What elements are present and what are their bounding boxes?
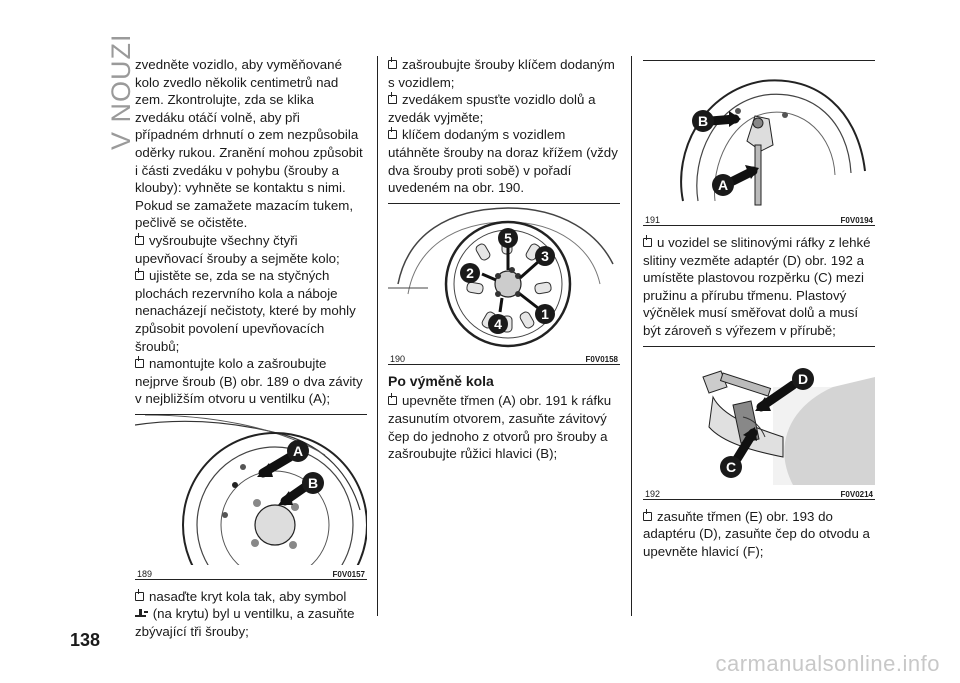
watermark-link[interactable]: carmanualsonline.info xyxy=(715,651,940,676)
column-divider-2 xyxy=(631,56,632,616)
callout-a: A xyxy=(292,442,304,459)
bullet-icon xyxy=(388,130,397,139)
figure-number: 191 xyxy=(645,215,661,225)
callout-d: D xyxy=(797,370,809,387)
bullet-icon xyxy=(388,396,397,405)
column-divider-1 xyxy=(377,56,378,616)
bullet-icon xyxy=(135,236,144,245)
callout-b: B xyxy=(697,113,709,129)
column-2 xyxy=(388,56,620,463)
list-item: zvedákem spusťte vozidlo dolů a zvedák vyjměte; xyxy=(388,92,596,125)
list-item: upevněte třmen (A) obr. 191 k ráfku zasunutím otvorem, zasuňte závitový čep do jednoho z otvorů pro šrouby a zašroubujte růžici hlavici (B); xyxy=(388,393,612,462)
figure-code: F0V0214 xyxy=(840,489,873,499)
callout-a: A xyxy=(717,177,729,193)
figure-caption xyxy=(388,350,620,365)
figure-caption xyxy=(643,485,875,500)
figure-number: 190 xyxy=(390,353,406,364)
list-item: u vozidel se slitinovými ráfky z lehké slitiny vezměte adaptér (D) obr. 192 a umístěte plastovou rozpěrku (C) mezi pružinu a přírubu třmenu. Plastový výčnělek musí směřovat dolů a musí být zároveň s výřezem v přírubě; xyxy=(643,235,871,338)
bracket-on-rim-illustration xyxy=(643,61,875,211)
bullet-icon xyxy=(135,359,144,368)
bullet-icon xyxy=(643,238,652,247)
wheel-valve-illustration xyxy=(135,415,367,565)
adapter-spacer-illustration xyxy=(643,347,875,485)
figure-code: F0V0194 xyxy=(840,216,873,225)
list-item: ujistěte se, zda se na styčných plochách rezervního kola a náboje nenacházejí nečistoty, které by mohly způsobit povolení upevňovacích šroubů; xyxy=(135,268,356,354)
callout-2: 2 xyxy=(466,264,474,281)
bullet-icon xyxy=(388,95,397,104)
figure-191 xyxy=(643,60,875,226)
section-tab-label: V NOUZI xyxy=(106,33,136,150)
list-item: namontujte kolo a zašroubujte nejprve šroub (B) obr. 189 o dva závity v nejbližším otvoru u ventilku (A); xyxy=(135,356,363,407)
callout-b: B xyxy=(307,474,319,491)
column-1 xyxy=(135,56,367,641)
figure-code: F0V0157 xyxy=(332,569,365,579)
list-item-continued: (na krytu) byl u ventilku, a zasuňte zbývající tři šrouby; xyxy=(135,606,355,640)
figure-number: 189 xyxy=(137,568,153,579)
callout-1: 1 xyxy=(541,305,549,322)
figure-190 xyxy=(388,203,620,365)
list-item: zasuňte třmen (E) obr. 193 do adaptéru (D), zasuňte čep do otvodu a upevněte hlavicí (F); xyxy=(643,508,870,559)
figure-caption xyxy=(135,565,367,580)
figure-192 xyxy=(643,346,875,500)
section-heading: Po výměně kola xyxy=(388,372,494,389)
bullet-icon xyxy=(135,271,144,280)
figure-number: 192 xyxy=(645,488,661,499)
list-item: klíčem dodaným s vozidlem utáhněte šrouby na doraz křížem (vždy dva šrouby proti sobě) v pořadí uvedeném na obr. 190. xyxy=(388,127,618,196)
callout-c: C xyxy=(725,458,737,475)
bullet-icon xyxy=(388,60,397,69)
figure-189 xyxy=(135,414,367,580)
column-3 xyxy=(643,56,875,560)
paragraph-intro: zvedněte vozidlo, aby vyměňované kolo zvedlo několik centimetrů nad zem. Zkontrolujte, zda se klika zvedáku otáčí volně, aby při případném drhnutí o zem nezpůsobila oděrky rukou. Zranění mohou způsobit i části zvedáku v pohybu (šrouby a klouby): vyhněte se kontaktu s nimi. Pokud se zamažete mazacím tukem, pečlivě se očistěte. xyxy=(135,57,363,231)
callout-4: 4 xyxy=(494,315,502,332)
valve-symbol-icon xyxy=(135,609,149,619)
bullet-icon xyxy=(643,512,652,521)
callout-5: 5 xyxy=(504,229,512,246)
figure-caption xyxy=(643,211,875,226)
list-item: nasaďte kryt kola tak, aby symbol xyxy=(135,588,367,606)
list-item: vyšroubujte všechny čtyři upevňovací šrouby a sejměte kolo; xyxy=(135,232,340,266)
callout-3: 3 xyxy=(541,247,549,264)
section-tab xyxy=(78,33,136,150)
page-number: 138 xyxy=(70,630,101,650)
list-item: zašroubujte šrouby klíčem dodaným s vozidlem; xyxy=(388,57,615,90)
bullet-icon xyxy=(135,592,144,601)
bolt-tightening-order-illustration xyxy=(388,204,620,350)
figure-code: F0V0158 xyxy=(585,354,618,364)
